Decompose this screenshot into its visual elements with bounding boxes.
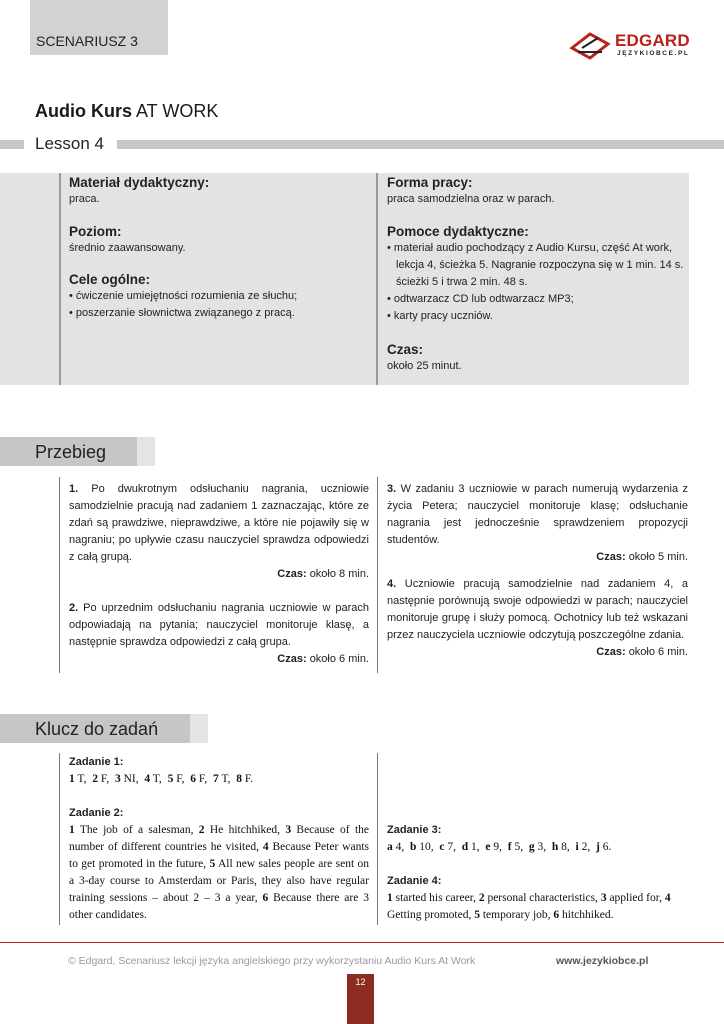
form-label: Forma pracy:	[387, 175, 473, 190]
step-text: 4. Uczniowie pracują samodzielnie nad zadaniem 4, a następnie porównują swoje odpowiedzi w parach; nauczyciel monitoruje grupę i służy pomocą. Ochotnicy lub też wskazani przez nauczyciela uczniowie odczytują poszczególne zdania.	[387, 578, 688, 641]
zadanie-3-label: Zadanie 3:	[387, 824, 442, 836]
answer-number: d	[461, 841, 469, 853]
step-time: Czas: około 6 min.	[596, 646, 688, 658]
answer-number: 3	[114, 773, 121, 785]
level-label: Poziom:	[69, 224, 122, 239]
answer-number: 3	[285, 824, 292, 836]
info-right-column	[387, 175, 687, 375]
przebieg-divider-mid	[377, 477, 378, 673]
answer-value: F,	[196, 773, 214, 785]
step-time: Czas: około 6 min.	[277, 653, 369, 665]
footer-copyright: © Edgard, Scenariusz lekcji języka angielskiego przy wykorzystaniu Audio Kurs At Work	[68, 955, 476, 967]
goals-label: Cele ogólne:	[69, 272, 151, 287]
material-value: praca.	[69, 193, 100, 205]
step-text: 3. W zadaniu 3 uczniowie w parach numerują wydarzenia z życia Petera; nauczyciel monitoruje klasę; odsłuchanie nagrania jest jednocześnie sprawdzeniem propozycji studentów.	[387, 483, 688, 546]
zadanie-3-answers	[387, 839, 688, 856]
answer-value: F.	[242, 773, 254, 785]
answer-value: He hitchhiked,	[204, 824, 286, 836]
step-text: 2. Po uprzednim odsłuchaniu nagrania uczniowie w parach odpowiadają na pytania; nauczyciel monitoruje klasę, a następnie sprawdza odpowiedzi z całą grupa.	[69, 602, 369, 648]
answer-value: 2,	[578, 841, 596, 853]
aid-item: • materiał audio pochodzący z Audio Kursu, część At work,	[387, 242, 673, 254]
answer-number: 5	[167, 773, 174, 785]
page-title	[35, 101, 218, 122]
zadanie-2-label: Zadanie 2:	[69, 807, 124, 819]
answer-value: NI,	[120, 773, 145, 785]
answer-value: hitchhiked.	[559, 909, 614, 921]
scenario-label: SCENARIUSZ 3	[36, 33, 138, 49]
answer-number: 1	[387, 892, 393, 904]
answer-value: Because of the number of different countries he visited,	[69, 824, 369, 853]
footer-divider	[0, 942, 724, 943]
przebieg-title: Przebieg	[35, 442, 107, 462]
answer-value: 1,	[468, 841, 486, 853]
answer-number: 4	[144, 773, 151, 785]
answer-value: F,	[97, 773, 115, 785]
time-label: Czas:	[387, 342, 424, 357]
answer-number: 5	[474, 909, 480, 921]
answer-value: 8,	[558, 841, 576, 853]
answer-value: 4,	[392, 841, 410, 853]
aid-item: ścieżki 5 i trwa 2 min. 48 s.	[396, 276, 528, 288]
answer-number: 4	[664, 892, 671, 904]
answer-number: 1	[69, 824, 75, 836]
klucz-right-column	[387, 822, 688, 924]
aid-item: lekcja 4, ścieżka 5. Nagranie rozpoczyna się w 1 min. 14 s.	[396, 259, 684, 271]
title-normal: AT WORK	[136, 101, 219, 121]
step-time: Czas: około 5 min.	[596, 551, 688, 563]
info-divider-mid	[376, 173, 378, 385]
klucz-header-bg-light	[190, 714, 208, 743]
answer-number: 2	[92, 773, 98, 785]
footer-url-link[interactable]: www.jezykiobce.pl	[556, 955, 649, 967]
info-left-column	[69, 175, 369, 322]
answer-number: 8	[236, 773, 242, 785]
zadanie-1-label: Zadanie 1:	[69, 756, 124, 768]
answer-value: F,	[173, 773, 191, 785]
answer-value: personal characteristics,	[484, 892, 601, 904]
answer-value: 10,	[416, 841, 440, 853]
answer-number: 5	[209, 858, 216, 870]
przebieg-right-column	[387, 481, 688, 661]
time-value: około 25 minut.	[387, 360, 462, 372]
zadanie-1-answers	[69, 771, 369, 788]
answer-value: applied for,	[606, 892, 665, 904]
answer-value: 3,	[534, 841, 552, 853]
lesson-bar-left	[0, 140, 24, 149]
answer-value: 9,	[490, 841, 508, 853]
klucz-divider-mid	[377, 753, 378, 925]
goal-item: • ćwiczenie umiejętności rozumienia ze słuchu;	[69, 290, 298, 302]
answer-number: 6	[262, 892, 269, 904]
answer-number: 2	[478, 892, 485, 904]
logo-subtitle: JĘZYKIOBCE.PL	[617, 50, 690, 57]
przebieg-left-column	[69, 481, 369, 668]
klucz-title: Klucz do zadań	[35, 719, 159, 739]
step-time: Czas: około 8 min.	[277, 568, 369, 580]
answer-number: c	[439, 841, 445, 853]
answer-value: T,	[150, 773, 168, 785]
answer-value: Because Peter wants to get promoted in the future,	[69, 841, 369, 870]
aids-label: Pomoce dydaktyczne:	[387, 224, 529, 239]
lesson-title: Lesson 4	[35, 134, 104, 153]
answer-number: i	[575, 841, 579, 853]
answer-number: 6	[190, 773, 197, 785]
level-value: średnio zaawansowany.	[69, 242, 186, 254]
answer-value: The job of a salesman,	[74, 824, 199, 836]
answer-value: 6.	[599, 841, 612, 853]
page-number: 12	[355, 977, 366, 987]
answer-value: T,	[74, 773, 93, 785]
answer-number: e	[485, 841, 491, 853]
answer-number: 3	[600, 892, 607, 904]
answer-number: f	[507, 841, 512, 853]
zadanie-2-answers	[69, 822, 369, 924]
answer-number: 6	[553, 909, 560, 921]
logo-name: EDGARD	[615, 31, 690, 50]
answer-value: Getting promoted,	[387, 909, 475, 921]
answer-value: Because there are 3 other candidates.	[69, 892, 369, 921]
answer-number: h	[551, 841, 559, 853]
przebieg-header-bg-light	[137, 437, 155, 466]
answer-number: 7	[213, 773, 219, 785]
answer-number: j	[595, 841, 600, 853]
zadanie-4-label: Zadanie 4:	[387, 875, 442, 887]
answer-value: 7,	[444, 841, 462, 853]
answer-number: b	[410, 841, 417, 853]
answer-value: All new sales people are sent on a 3-day course to Amsterdam or Paris, they also have regular training sessions – about 2 – 3 a year,	[69, 858, 369, 904]
answer-number: 2	[198, 824, 205, 836]
answer-number: 4	[262, 841, 269, 853]
klucz-divider-left	[59, 753, 60, 925]
goal-item: • poszerzanie słownictwa związanego z pracą.	[69, 307, 295, 319]
answer-number: g	[528, 841, 535, 853]
title-bold: Audio Kurs	[35, 101, 132, 121]
step-number: 4.	[387, 578, 397, 590]
info-divider-left	[59, 173, 61, 385]
step-number: 2.	[69, 602, 79, 614]
answer-number: 1	[69, 773, 75, 785]
zadanie-4-answers	[387, 890, 688, 924]
step-number: 1.	[69, 483, 79, 495]
answer-value: started his career,	[392, 892, 479, 904]
lesson-bar-right	[117, 140, 724, 149]
aid-item: • odtwarzacz CD lub odtwarzacz MP3;	[387, 293, 574, 305]
form-value: praca samodzielna oraz w parach.	[387, 193, 555, 205]
answer-value: 5,	[511, 841, 529, 853]
klucz-left-column	[69, 754, 369, 924]
answer-value: T,	[218, 773, 237, 785]
aid-item: • karty pracy uczniów.	[387, 310, 493, 322]
step-text: 1. Po dwukrotnym odsłuchaniu nagrania, uczniowie samodzielnie pracują nad zadaniem 1 zaznaczając, które ze zdań są prawdziwe, nieprawdziwe, a które nie pojawiły się w nagraniu; po upływie czasu nauczyciel sprawdza odpowiedzi z całą grupą.	[69, 483, 370, 563]
answer-number: a	[387, 841, 393, 853]
material-label: Materiał dydaktyczny:	[69, 175, 210, 190]
step-number: 3.	[387, 483, 397, 495]
answer-value: temporary job,	[479, 909, 554, 921]
przebieg-divider-left	[59, 477, 60, 673]
